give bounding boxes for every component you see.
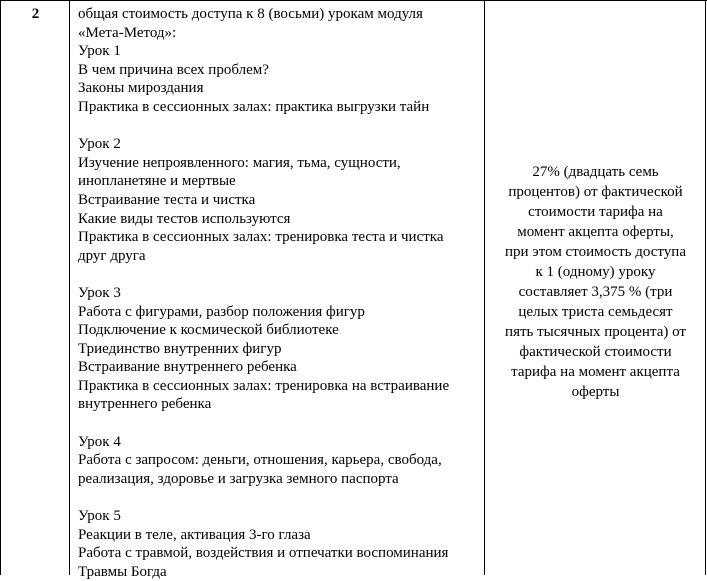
price-line: оферты bbox=[571, 384, 620, 400]
description-cell bbox=[70, 1, 485, 580]
description-line: реализация, здоровье и загрузка земного паспорта bbox=[78, 470, 399, 487]
description-line: Травмы Богда bbox=[78, 563, 167, 580]
description-line: Встраивание теста и чистка bbox=[78, 191, 256, 208]
price-line: 27% (двадцать семь bbox=[532, 164, 659, 180]
description-line: Урок 4 bbox=[78, 433, 121, 450]
description-line: Практика в сессионных залах: тренировка на встраивание bbox=[78, 377, 450, 394]
description-line: Работа с травмой, воздействия и отпечатки воспоминания bbox=[78, 545, 449, 562]
description-line: Практика в сессионных залах: практика выгрузки тайн bbox=[78, 98, 430, 115]
lesson-description bbox=[78, 5, 482, 581]
description-line: Урок 1 bbox=[78, 43, 121, 60]
description-line: Встраивание внутреннего ребенка bbox=[78, 359, 297, 376]
description-line: Урок 3 bbox=[78, 284, 121, 301]
description-line: Триединство внутренних фигур bbox=[78, 340, 282, 357]
description-line: друг друга bbox=[78, 247, 146, 264]
price-line: при этом стоимость доступа bbox=[505, 244, 686, 260]
description-line: общая стоимость доступа к 8 (восьми) урокам модуля bbox=[78, 6, 423, 22]
description-line: Работа с фигурами, разбор положения фигур bbox=[78, 303, 365, 320]
price-line: процентов) от фактической bbox=[508, 184, 683, 200]
row-number-cell bbox=[1, 1, 70, 575]
price-line: целых триста семьдесят bbox=[518, 304, 673, 320]
price-line: тарифа на момент акцепта bbox=[511, 364, 680, 380]
description-line: Законы мироздания bbox=[78, 80, 204, 97]
price-line: к 1 (одному) уроку bbox=[535, 264, 656, 280]
spacer bbox=[78, 488, 482, 507]
description-line: «Мета-Метод»: bbox=[78, 24, 177, 41]
description-line: Какие виды тестов используются bbox=[78, 210, 291, 227]
description-line: Работа с запросом: деньги, отношения, карьера, свобода, bbox=[78, 452, 442, 469]
price-line: фактической стоимости bbox=[519, 344, 672, 360]
description-line: Реакции в теле, активация 3-го глаза bbox=[78, 526, 311, 543]
price-cell bbox=[485, 1, 706, 575]
price-line: момент акцепта оферты, bbox=[517, 224, 674, 240]
price-line: стоимости тарифа на bbox=[528, 204, 663, 220]
spacer bbox=[78, 414, 482, 433]
price-line: пять тысячных процента) от bbox=[505, 324, 686, 340]
description-line: В чем причина всех проблем? bbox=[78, 61, 269, 78]
description-line: Урок 2 bbox=[78, 136, 121, 153]
spacer bbox=[78, 117, 482, 136]
description-line: Урок 5 bbox=[78, 508, 121, 525]
spacer bbox=[78, 265, 482, 284]
price-terms bbox=[491, 162, 700, 402]
description-line: Подключение к космической библиотеке bbox=[78, 322, 339, 339]
description-line: инопланетяне и мертвые bbox=[78, 173, 236, 190]
price-line: составляет 3,375 % (три bbox=[518, 284, 673, 300]
row-number: 2 bbox=[31, 6, 40, 22]
description-line: Изучение непроявленного: магия, тьма, сущности, bbox=[78, 154, 401, 171]
description-line: внутреннего ребенка bbox=[78, 396, 212, 413]
description-line: Практика в сессионных залах: тренировка теста и чистка bbox=[78, 229, 444, 246]
